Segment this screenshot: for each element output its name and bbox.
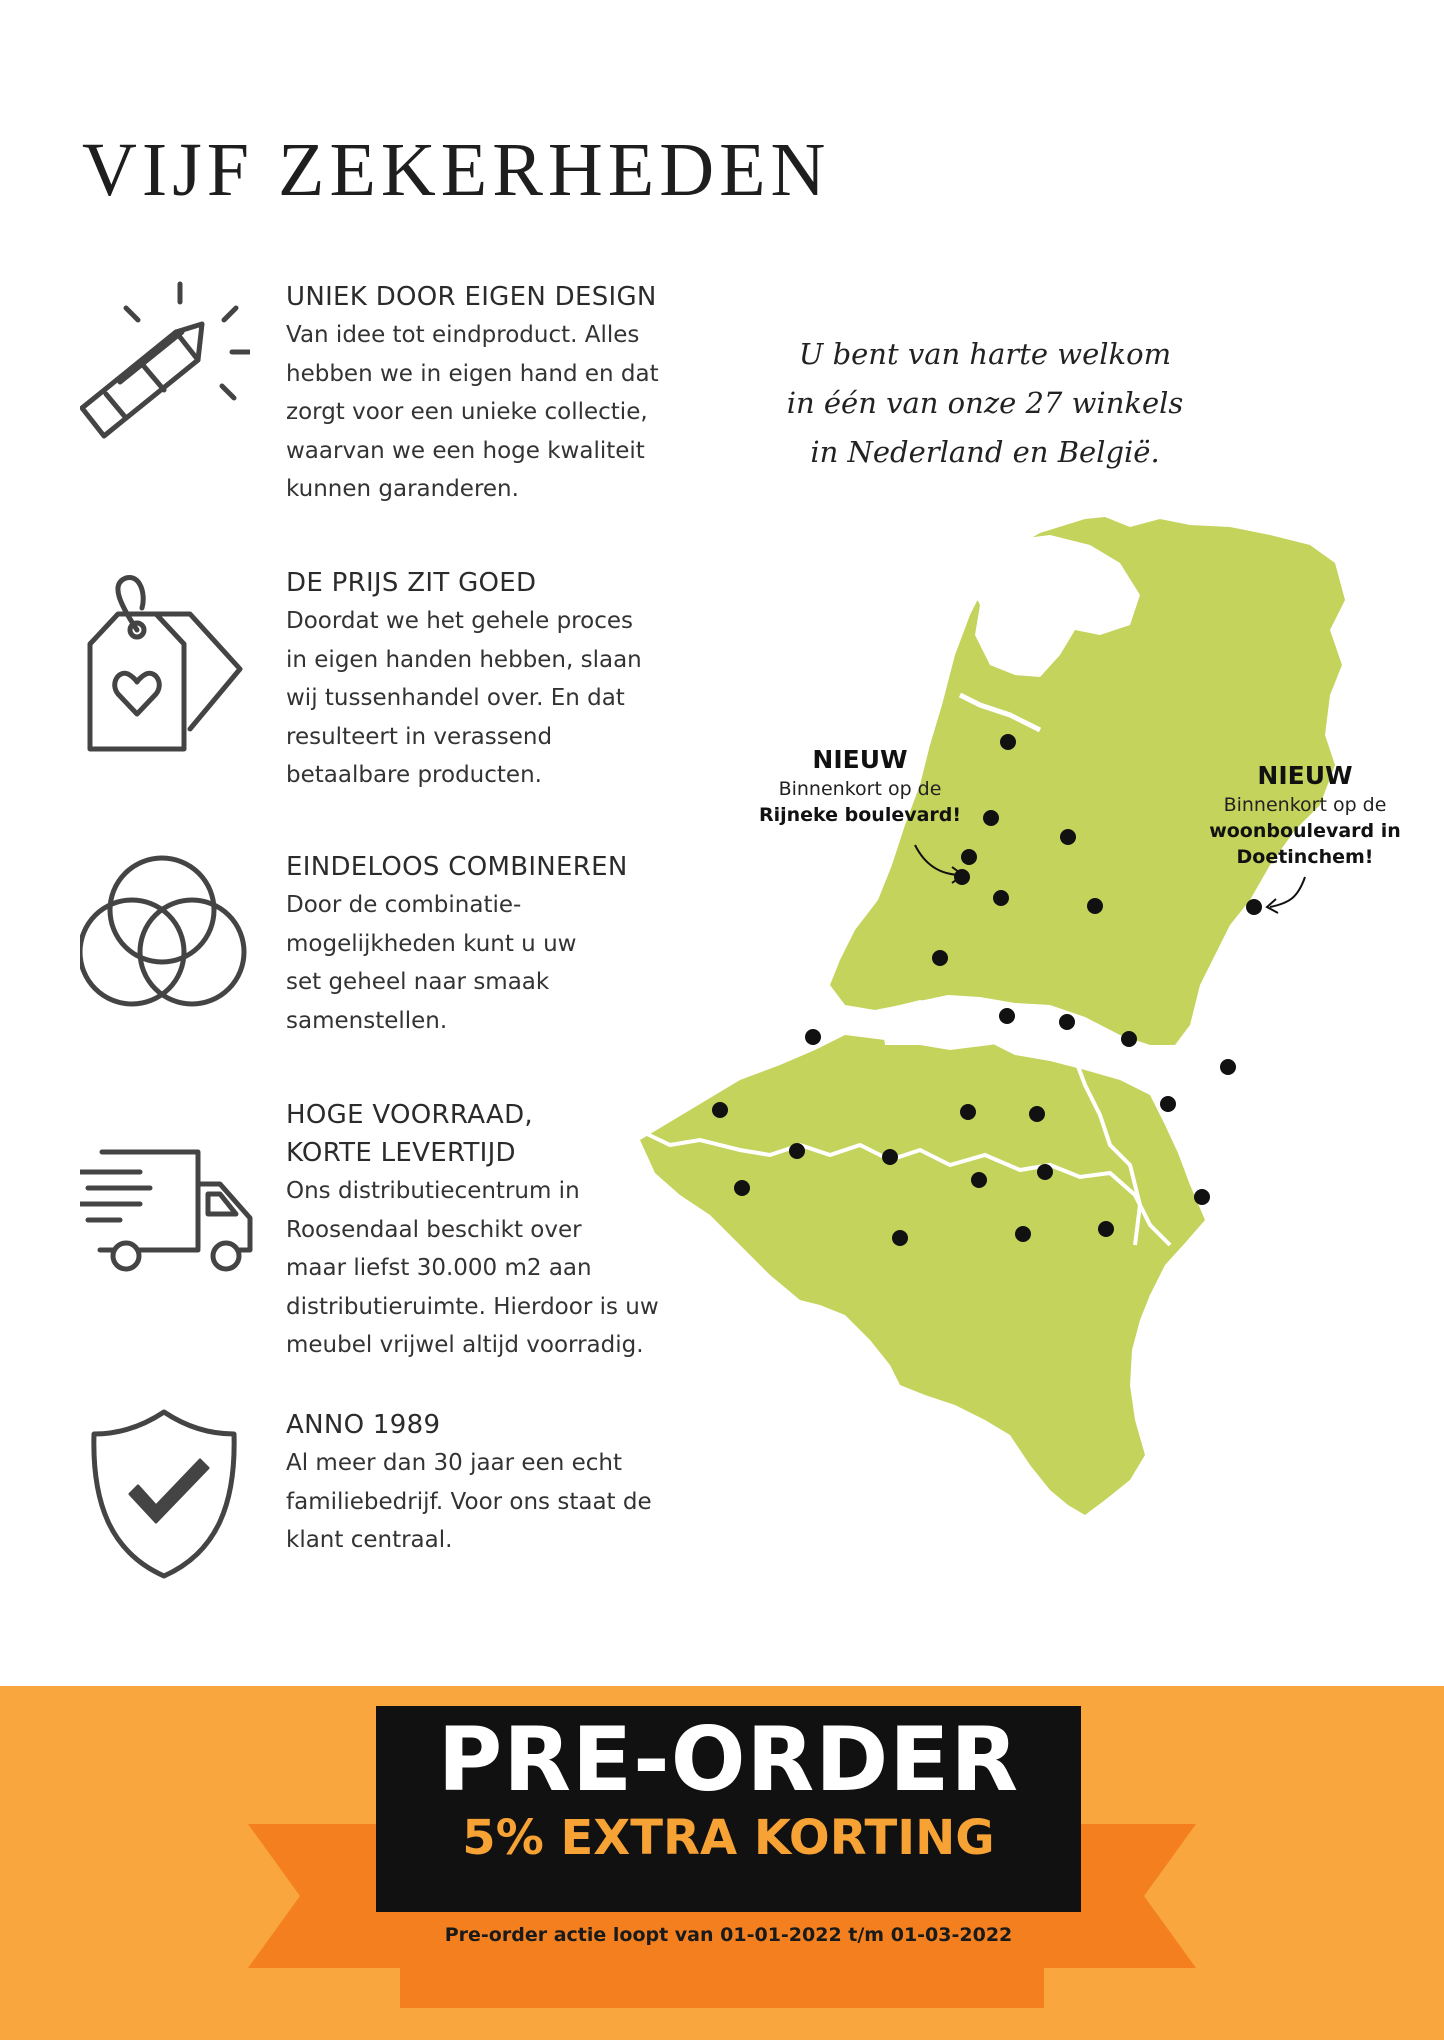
feature-body-line: maar liefst 30.000 m2 aan [286, 1255, 592, 1281]
feature-body-line: wij tussenhandel over. En dat [286, 685, 625, 711]
feature-heading: ANNO 1989 [286, 1410, 441, 1440]
feature-body-line: klant centraal. [286, 1527, 453, 1553]
store-dot [960, 1104, 976, 1120]
store-dot [1220, 1059, 1236, 1075]
feature-body-line: Roosendaal beschikt over [286, 1216, 582, 1243]
feature-heading: KORTE LEVERTIJD [286, 1138, 516, 1168]
welcome-line: U bent van harte welkom [798, 337, 1172, 371]
map-shape [640, 517, 1345, 1515]
feature-body-line: resulteert in verassend [286, 723, 553, 750]
venn-circles-icon [80, 848, 250, 1018]
store-dot [1000, 734, 1016, 750]
store-dot [1098, 1221, 1114, 1237]
feature-body-line: meubel vrijwel altijd voorradig. [286, 1332, 644, 1358]
feature-body-line: Al meer dan 30 jaar een echt [286, 1450, 622, 1476]
store-dot [983, 810, 999, 826]
feature-body-line: Van idee tot eindproduct. Alles [286, 322, 640, 348]
delivery-truck-icon [80, 1138, 250, 1308]
store-dot [1037, 1164, 1053, 1180]
feature-body-line: Ons distributiecentrum in [286, 1178, 580, 1204]
store-dot [1059, 1014, 1075, 1030]
feature-heading: DE PRIJS ZIT GOED [286, 568, 537, 598]
store-dot [712, 1102, 728, 1118]
store-dot [1160, 1096, 1176, 1112]
feature-body-line: familiebedrijf. Voor ons staat de [286, 1488, 652, 1515]
store-dot [961, 849, 977, 865]
preorder-subtitle: 5% EXTRA KORTING [462, 1810, 995, 1866]
welcome-line: in één van onze 27 winkels [786, 386, 1184, 420]
shield-check-icon [80, 1406, 250, 1576]
store-dot [1246, 899, 1262, 915]
feature-body-line: distributieruimte. Hierdoor is uw [286, 1293, 659, 1320]
store-dot [1121, 1031, 1137, 1047]
store-dot [734, 1180, 750, 1196]
feature-body-line: samenstellen. [286, 1007, 448, 1034]
feature-body-line: Door de combinatie- [286, 892, 522, 918]
feature-heading: HOGE VOORRAAD, [286, 1100, 533, 1130]
callout-text-bold: woonboulevard in [1209, 820, 1401, 842]
pencil-icon [80, 278, 250, 448]
store-dot [1194, 1189, 1210, 1205]
store-dot [805, 1029, 821, 1045]
callout-text: Binnenkort op de [1223, 794, 1387, 816]
store-dot [999, 1008, 1015, 1024]
store-dot [882, 1149, 898, 1165]
feature-body-line: Doordat we het gehele proces [286, 608, 633, 634]
callout-text-bold: Doetinchem! [1236, 846, 1374, 868]
feature-heading: EINDELOOS COMBINEREN [286, 852, 628, 882]
callout-text-bold: Rijneke boulevard! [758, 804, 962, 826]
callout-text: Binnenkort op de [778, 778, 942, 800]
feature-body-line: in eigen handen hebben, slaan [286, 646, 642, 673]
welcome-line: in Nederland en België. [810, 435, 1160, 469]
map-svg [630, 505, 1410, 1585]
store-dot [789, 1143, 805, 1159]
store-dot [892, 1230, 908, 1246]
feature-body-line: waarvan we een hoge kwaliteit [286, 437, 645, 464]
feature-body-line: hebben we in eigen hand en dat [286, 360, 659, 387]
feature-body-line: set geheel naar smaak [286, 969, 550, 995]
preorder-note: Pre-order actie loopt van 01-01-2022 t/m 01-03-2022 [444, 1924, 1013, 1946]
feature-body-line: mogelijkheden kunt u uw [286, 930, 577, 957]
store-dot [1015, 1226, 1031, 1242]
benelux-store-map [630, 505, 1410, 1585]
feature-heading: UNIEK DOOR EIGEN DESIGN [286, 282, 657, 312]
callout-new-rijneke [740, 744, 980, 828]
price-tag-heart-icon [80, 564, 250, 734]
store-dot [1029, 1106, 1045, 1122]
preorder-title: PRE-ORDER [437, 1708, 1020, 1811]
store-dot [932, 950, 948, 966]
callout-title: NIEUW [812, 745, 908, 774]
feature-body-line: kunnen garanderen. [286, 476, 519, 502]
page-title: VIJF ZEKERHEDEN [82, 128, 831, 212]
store-dot [993, 890, 1009, 906]
store-dot [971, 1172, 987, 1188]
store-dot [1060, 829, 1076, 845]
store-dot [1087, 898, 1103, 914]
feature-body-line: betaalbare producten. [286, 762, 542, 788]
callout-title: NIEUW [1257, 761, 1353, 790]
callout-new-doetinchem [1190, 760, 1420, 870]
welcome-message [745, 330, 1225, 477]
feature-body-line: zorgt voor een unieke collectie, [286, 399, 648, 425]
